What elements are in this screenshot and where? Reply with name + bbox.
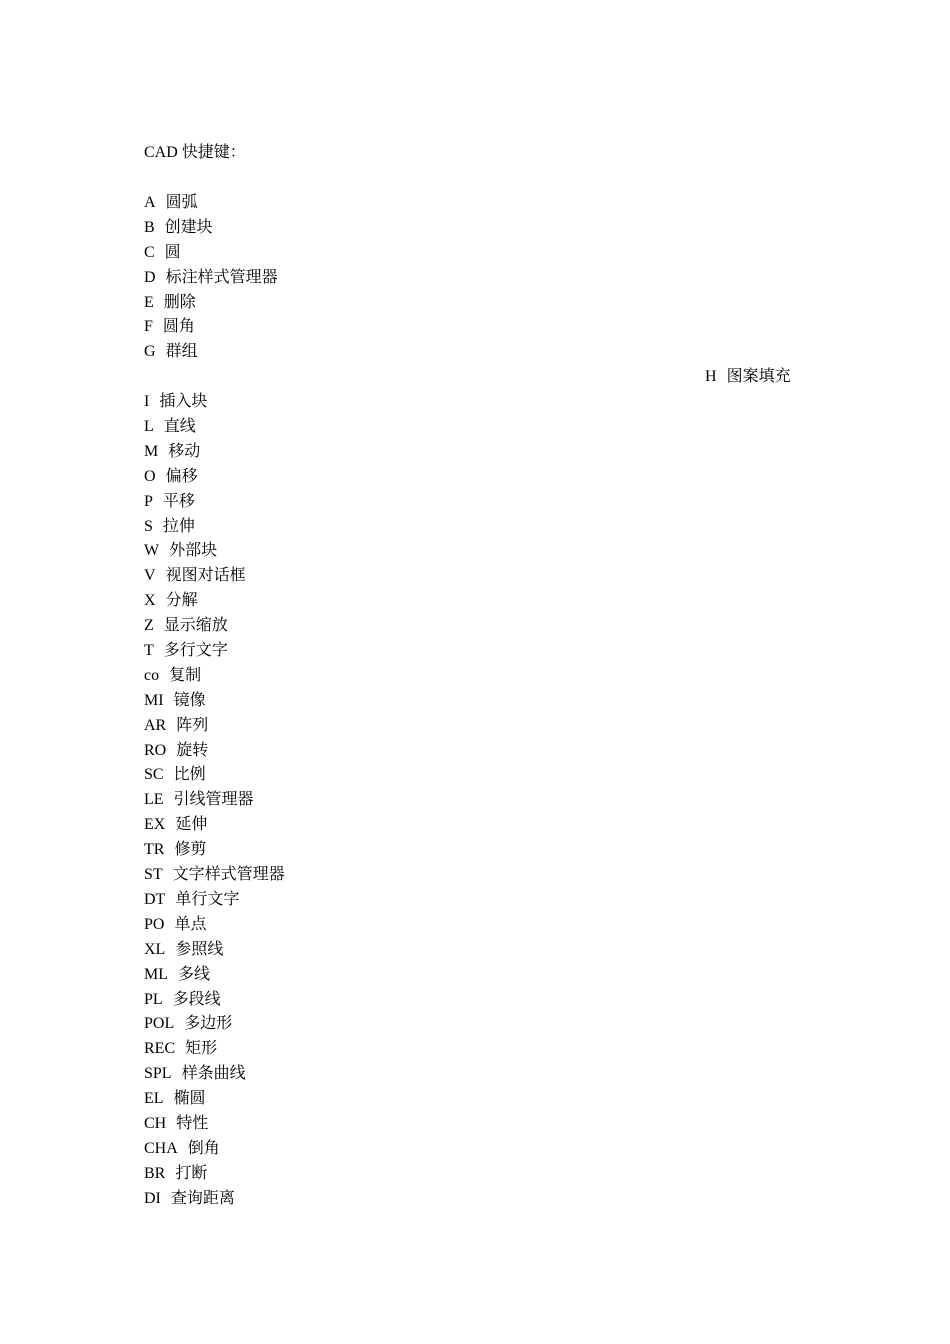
shortcut-desc: 比例 bbox=[173, 766, 206, 784]
shortcut-item bbox=[144, 763, 791, 788]
shortcut-item bbox=[144, 216, 791, 241]
shortcut-key: PO bbox=[144, 915, 165, 933]
shortcut-desc: 延伸 bbox=[175, 816, 208, 834]
shortcut-key: PL bbox=[144, 990, 163, 1008]
shortcut-item bbox=[144, 365, 791, 390]
shortcut-key: CHA bbox=[144, 1139, 178, 1157]
shortcut-desc: 圆弧 bbox=[165, 194, 198, 211]
shortcut-item bbox=[144, 1112, 791, 1137]
shortcut-key: REC bbox=[144, 1040, 176, 1058]
shortcut-key: F bbox=[144, 318, 153, 336]
shortcut-key: ST bbox=[144, 866, 163, 884]
shortcut-desc: 圆 bbox=[164, 243, 181, 261]
shortcut-item bbox=[144, 739, 791, 764]
shortcut-desc: 参照线 bbox=[175, 940, 224, 958]
shortcut-key: X bbox=[144, 592, 156, 610]
shortcut-item bbox=[144, 191, 791, 216]
shortcut-key: TR bbox=[144, 841, 165, 859]
shortcut-desc: 多边形 bbox=[184, 1015, 233, 1033]
shortcut-key: EX bbox=[144, 816, 166, 834]
shortcut-desc: 群组 bbox=[165, 343, 198, 361]
shortcut-item bbox=[144, 1012, 791, 1037]
shortcut-desc: 外部块 bbox=[169, 542, 218, 560]
shortcut-key: co bbox=[144, 666, 160, 684]
shortcut-item bbox=[144, 589, 791, 614]
shortcut-item bbox=[144, 241, 791, 266]
shortcut-desc: 多行文字 bbox=[163, 642, 228, 660]
shortcut-key: POL bbox=[144, 1015, 175, 1033]
shortcut-key: BR bbox=[144, 1164, 166, 1182]
shortcut-desc: 单行文字 bbox=[175, 890, 240, 908]
shortcut-key: H bbox=[705, 368, 717, 386]
shortcut-key: S bbox=[144, 517, 153, 535]
shortcut-key: AR bbox=[144, 716, 167, 734]
shortcut-desc: 引线管理器 bbox=[173, 791, 254, 809]
shortcut-list bbox=[144, 191, 791, 1212]
shortcut-key: L bbox=[144, 418, 154, 436]
shortcut-desc: 阵列 bbox=[176, 716, 209, 734]
shortcut-key: T bbox=[144, 642, 154, 660]
shortcut-item bbox=[144, 390, 791, 415]
shortcut-key: I bbox=[144, 393, 150, 411]
shortcut-key: V bbox=[144, 567, 156, 585]
shortcut-item bbox=[144, 689, 791, 714]
shortcut-item bbox=[144, 888, 791, 913]
shortcut-desc: 分解 bbox=[165, 592, 198, 610]
shortcut-desc: 特性 bbox=[176, 1114, 209, 1132]
shortcut-item bbox=[144, 415, 791, 440]
shortcut-key: MI bbox=[144, 691, 164, 709]
shortcut-key: EL bbox=[144, 1090, 164, 1108]
shortcut-desc: 镜像 bbox=[173, 691, 206, 709]
shortcut-key: E bbox=[144, 293, 154, 311]
shortcut-desc: 查询距离 bbox=[170, 1189, 235, 1207]
shortcut-desc: 椭圆 bbox=[173, 1090, 206, 1108]
shortcut-item bbox=[144, 440, 791, 465]
shortcut-item bbox=[144, 1037, 791, 1062]
shortcut-item bbox=[144, 614, 791, 639]
shortcut-key: A bbox=[144, 194, 156, 211]
shortcut-item bbox=[144, 340, 791, 365]
shortcut-item bbox=[144, 664, 791, 689]
shortcut-key: LE bbox=[144, 791, 164, 809]
shortcut-desc: 多线 bbox=[178, 965, 211, 983]
shortcut-item bbox=[144, 1162, 791, 1187]
shortcut-item bbox=[144, 863, 791, 888]
shortcut-desc: 圆角 bbox=[162, 318, 195, 336]
shortcut-key: RO bbox=[144, 741, 167, 759]
shortcut-desc: 标注样式管理器 bbox=[165, 268, 278, 286]
shortcut-desc: 样条曲线 bbox=[181, 1065, 246, 1083]
shortcut-desc: 显示缩放 bbox=[163, 617, 228, 635]
shortcut-item bbox=[144, 988, 791, 1013]
shortcut-key: C bbox=[144, 243, 155, 261]
shortcut-item bbox=[144, 515, 791, 540]
shortcut-key: DT bbox=[144, 890, 166, 908]
shortcut-item bbox=[144, 913, 791, 938]
shortcut-key: CH bbox=[144, 1114, 167, 1132]
shortcut-key: Z bbox=[144, 617, 154, 635]
shortcut-key: O bbox=[144, 467, 156, 485]
shortcut-desc: 矩形 bbox=[185, 1040, 218, 1058]
shortcut-desc: 打断 bbox=[175, 1164, 208, 1182]
shortcut-item bbox=[144, 539, 791, 564]
shortcut-desc: 插入块 bbox=[159, 393, 208, 411]
shortcut-desc: 创建块 bbox=[164, 218, 213, 236]
shortcut-key: G bbox=[144, 343, 156, 361]
shortcut-item bbox=[144, 291, 791, 316]
shortcut-key: B bbox=[144, 218, 155, 236]
shortcut-item bbox=[144, 1137, 791, 1162]
shortcut-desc: 视图对话框 bbox=[165, 567, 246, 585]
shortcut-desc: 文字样式管理器 bbox=[172, 866, 285, 884]
shortcut-key: DI bbox=[144, 1189, 161, 1207]
shortcut-desc: 拉伸 bbox=[162, 517, 195, 535]
shortcut-key: W bbox=[144, 542, 160, 560]
shortcut-item bbox=[144, 813, 791, 838]
shortcut-desc: 偏移 bbox=[165, 467, 198, 485]
shortcut-key: M bbox=[144, 442, 159, 460]
shortcut-item bbox=[144, 266, 791, 291]
shortcut-desc: 图案填充 bbox=[726, 368, 791, 386]
shortcut-desc: 移动 bbox=[168, 442, 201, 460]
shortcut-item bbox=[144, 315, 791, 340]
shortcut-desc: 删除 bbox=[163, 293, 196, 311]
document-title: CAD 快捷键： bbox=[144, 144, 246, 161]
shortcut-key: XL bbox=[144, 940, 166, 958]
shortcut-item bbox=[144, 714, 791, 739]
shortcut-item bbox=[144, 788, 791, 813]
shortcut-desc: 单点 bbox=[174, 915, 207, 933]
shortcut-item bbox=[144, 639, 791, 664]
shortcut-desc: 直线 bbox=[163, 418, 196, 436]
shortcut-item bbox=[144, 564, 791, 589]
shortcut-item bbox=[144, 465, 791, 490]
shortcut-item bbox=[144, 490, 791, 515]
shortcut-desc: 修剪 bbox=[174, 841, 207, 859]
shortcut-item bbox=[144, 963, 791, 988]
shortcut-key: P bbox=[144, 492, 153, 510]
shortcut-key: D bbox=[144, 268, 156, 286]
shortcut-desc: 平移 bbox=[162, 492, 195, 510]
shortcut-desc: 多段线 bbox=[172, 990, 221, 1008]
shortcut-item bbox=[144, 938, 791, 963]
shortcut-desc: 复制 bbox=[169, 666, 202, 684]
shortcut-key: ML bbox=[144, 965, 168, 983]
shortcut-item bbox=[144, 1062, 791, 1087]
shortcut-item bbox=[144, 838, 791, 863]
shortcut-desc: 旋转 bbox=[176, 741, 209, 759]
shortcut-item bbox=[144, 1187, 791, 1212]
shortcut-desc: 倒角 bbox=[187, 1139, 220, 1157]
shortcut-key: SC bbox=[144, 766, 164, 784]
shortcut-item bbox=[144, 1087, 791, 1112]
shortcut-key: SPL bbox=[144, 1065, 172, 1083]
